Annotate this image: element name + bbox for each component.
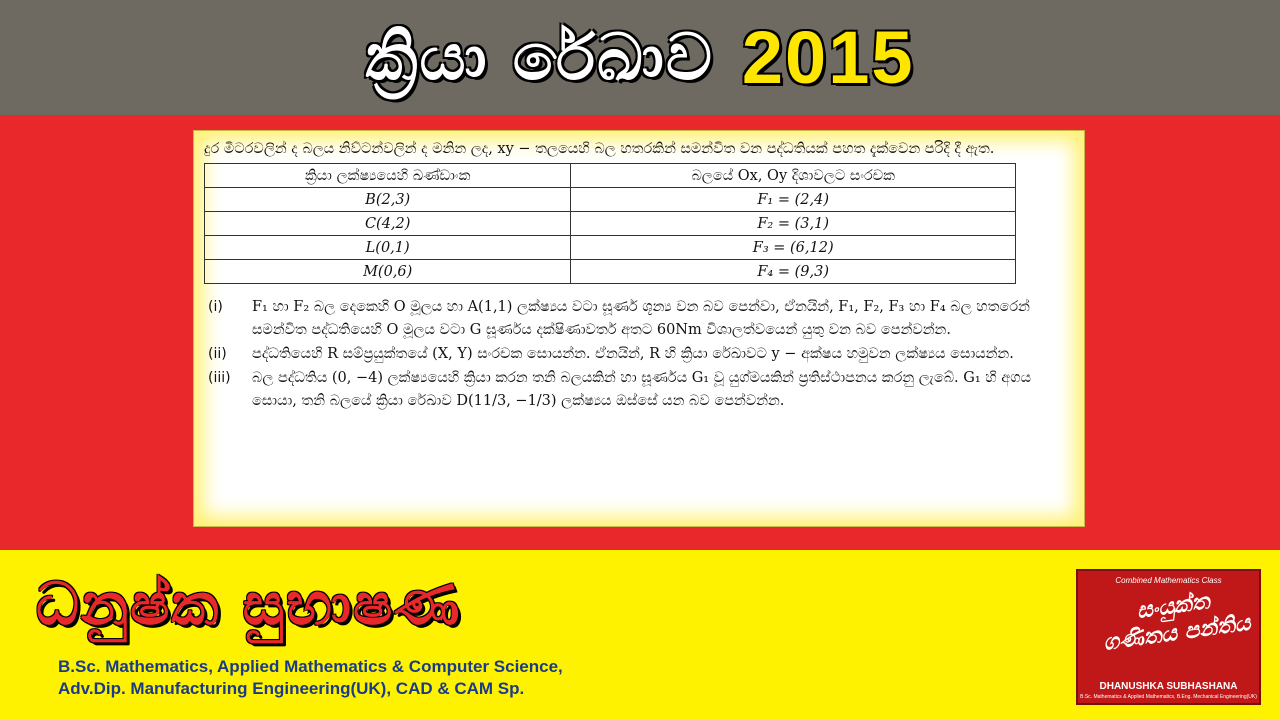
force-cell: F₁ = (2,4) xyxy=(571,188,1016,212)
question-part-iii xyxy=(204,367,1072,413)
credentials-line-1: B.Sc. Mathematics, Applied Mathematics & Computer Science, xyxy=(58,657,563,676)
logo-script-text: සංයුක්ත ගණිතය පන්තිය xyxy=(1101,588,1253,657)
point-cell: L(0,1) xyxy=(205,236,571,260)
question-intro: දුර මීටරවලින් ද බලය නිව්ටන්වලින් ද මනින ලද, xy − තලයෙහි බල හතරකින් සමන්විත වන පද්ධතියක් පහත දැක්වෙන පරිදි දී ඇත. xyxy=(204,141,995,157)
forces-table xyxy=(204,163,1016,284)
logo-top-text: Combined Mathematics Class xyxy=(1115,576,1222,585)
part-text: පද්ධතියෙහි R සම්ප්‍රයුක්තයේ (X, Y) සංරචක සොයන්න. ඒනයින්, R හි ක්‍රියා රේඛාවට y − අක්ෂය හමුවන ලක්ෂ්‍යය සොයන්න. xyxy=(252,346,1014,362)
question-parts xyxy=(204,296,1072,413)
force-cell: F₂ = (3,1) xyxy=(571,212,1016,236)
table-row xyxy=(205,188,1016,212)
table-row xyxy=(205,260,1016,284)
title-sinhala: ක්‍රියා රේඛාව xyxy=(365,20,714,95)
col-header-point: ක්‍රියා ලක්ෂ්‍යයෙහි ඛණ්ඩාංක xyxy=(205,164,571,188)
part-number: (iii) xyxy=(208,370,231,386)
logo-name-text: DHANUSHKA SUBHASHANA xyxy=(1099,681,1238,692)
question-part-ii xyxy=(204,343,1072,366)
point-cell: B(2,3) xyxy=(205,188,571,212)
title-year: 2015 xyxy=(741,16,915,99)
question-part-i xyxy=(204,296,1072,342)
col-header-force: බලයේ Ox, Oy දිශාවලට සංරචක xyxy=(571,164,1016,188)
author-name: ධනුෂ්ක සුභාෂණ xyxy=(36,570,462,638)
point-cell: C(4,2) xyxy=(205,212,571,236)
table-row xyxy=(205,212,1016,236)
title-banner xyxy=(0,0,1280,115)
force-cell: F₃ = (6,12) xyxy=(571,236,1016,260)
credentials-line-2: Adv.Dip. Manufacturing Engineering(UK), CAD & CAM Sp. xyxy=(58,679,525,698)
part-text: බල පද්ධතිය (0, −4) ලක්ෂ්‍යයෙහි ක්‍රියා කරන තනි බලයකින් හා ඝූර්ණය G₁ වූ යුග්මයකින් ප්‍රතිස්ථාපනය කරනු ලැබේ. G₁ හි අගය සොයා, තනි බලයේ ක්‍රියා රේඛාව D(11/3, −1/3) ලක්ෂ්‍යය ඔස්සේ යන බව පෙන්වන්න. xyxy=(252,370,1032,409)
class-logo xyxy=(1076,569,1261,705)
logo-sub-text: B.Sc. Mathematics & Applied Mathematics, B.Eng. Mechanical Engineering(UK) xyxy=(1080,694,1257,700)
question-card xyxy=(193,130,1085,527)
author-credentials xyxy=(58,656,618,700)
part-number: (ii) xyxy=(208,346,227,362)
part-number: (i) xyxy=(208,299,223,315)
part-text: F₁ හා F₂ බල දෙකෙහි O මූලය හා A(1,1) ලක්ෂ්‍යය වටා ඝූර්ණ ශූන්‍ය වන බව පෙන්වා, ඒනයින්, F₁, F₂, F₃ හා F₄ බල හතරෙන් සමන්විත පද්ධතියෙහි O මූලය වටා G ඝූර්ණය දක්ෂිණාවර්ත අතට 60Nm විශාලත්වයෙන් යුතු වන බව පෙන්වන්න. xyxy=(252,299,1030,338)
table-header-row xyxy=(205,164,1016,188)
force-cell: F₄ = (9,3) xyxy=(571,260,1016,284)
table-row xyxy=(205,236,1016,260)
point-cell: M(0,6) xyxy=(205,260,571,284)
